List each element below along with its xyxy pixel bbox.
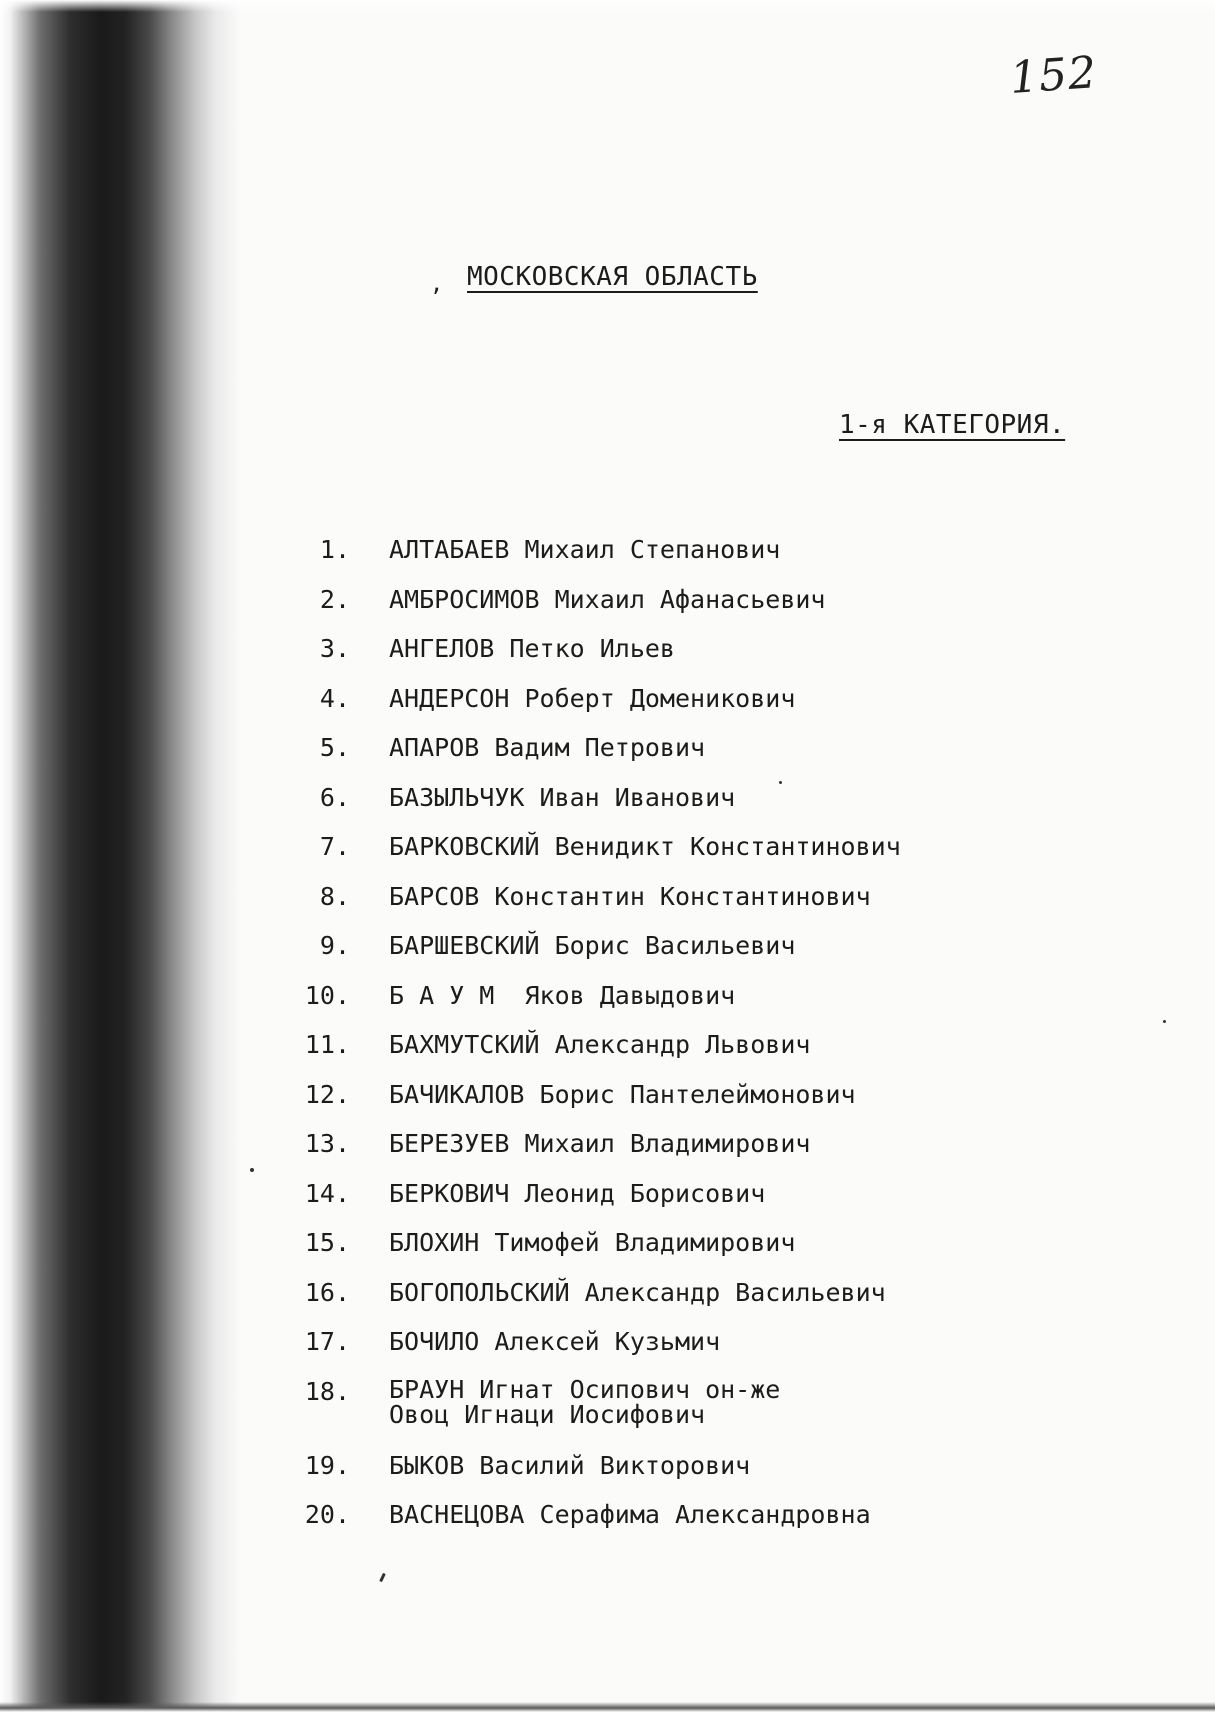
item-name: БАРШЕВСКИЙ Борис Васильевич <box>389 931 796 960</box>
list-item <box>290 634 1170 684</box>
item-name: БЕРЕЗУЕВ Михаил Владимирович <box>389 1129 811 1158</box>
list-item <box>290 1327 1170 1377</box>
item-number: 8. <box>319 881 350 911</box>
item-name: БОЧИЛО Алексей Кузьмич <box>389 1327 721 1356</box>
list-item <box>290 783 1170 833</box>
item-number: 15. <box>304 1228 350 1257</box>
list-item <box>290 1129 1170 1179</box>
item-name: ВАСНЕЦОВА Серафима Александровна <box>389 1500 871 1529</box>
list-item <box>290 981 1170 1031</box>
region-mark: , <box>430 272 444 297</box>
item-name: БОГОПОЛЬСКИЙ Александр Васильевич <box>389 1277 886 1307</box>
list-item <box>290 832 1170 882</box>
item-number: 12. <box>304 1079 350 1109</box>
list-item <box>290 931 1170 981</box>
item-number: 9. <box>319 931 350 960</box>
list-item <box>290 684 1170 734</box>
item-number: 2. <box>319 584 350 614</box>
item-name: АНДЕРСОН Роберт Доменикович <box>389 683 796 713</box>
item-name: БЕРКОВИЧ Леонид Борисович <box>389 1178 766 1208</box>
folio-number: 152 <box>1008 47 1099 104</box>
item-number: 4. <box>319 683 350 713</box>
item-number: 19. <box>304 1450 350 1480</box>
list-item <box>290 535 1170 585</box>
scan-speck <box>250 1168 254 1172</box>
item-number: 20. <box>304 1500 350 1529</box>
item-number: 6. <box>319 782 350 812</box>
item-name: БАЗЫЛЬЧУК Иван Иванович <box>389 782 736 812</box>
item-number: 14. <box>304 1178 350 1208</box>
item-name: БАХМУТСКИЙ Александр Львович <box>389 1030 811 1059</box>
list-item <box>290 1374 1170 1451</box>
item-name: Б А У М Яков Давыдович <box>389 980 736 1010</box>
item-name-alias: Овоц Игнаци Иосифович <box>389 1399 706 1429</box>
list-item <box>290 585 1170 635</box>
list-item <box>290 1451 1170 1501</box>
item-number: 3. <box>319 634 350 663</box>
item-number: 13. <box>304 1129 350 1158</box>
item-name: БАЧИКАЛОВ Борис Пантелеймонович <box>389 1079 856 1109</box>
top-edge <box>0 0 1215 12</box>
list-item <box>290 1080 1170 1130</box>
item-name <box>389 1374 781 1429</box>
item-name: БЫКОВ Василий Викторович <box>389 1450 751 1480</box>
item-number: 10. <box>304 980 350 1010</box>
bottom-edge <box>0 1702 1215 1720</box>
item-number: 5. <box>319 733 350 762</box>
region-title: МОСКОВСКАЯ ОБЛАСТЬ <box>467 262 758 292</box>
item-number: 18. <box>304 1376 350 1406</box>
item-name-line: БРАУН Игнат Осипович он-же <box>389 1374 781 1404</box>
name-list <box>290 535 1170 1550</box>
list-item <box>290 1228 1170 1278</box>
scan-speck <box>1163 1020 1166 1023</box>
item-number: 7. <box>319 832 350 861</box>
list-item <box>290 1030 1170 1080</box>
item-number: 1. <box>319 535 350 564</box>
scan-speck <box>779 781 782 784</box>
item-name: АЛТАБАЕВ Михаил Степанович <box>389 535 781 564</box>
item-name: БАРКОВСКИЙ Венидикт Константинович <box>389 832 901 861</box>
item-number: 17. <box>304 1327 350 1356</box>
item-name: АМБРОСИМОВ Михаил Афанасьевич <box>389 584 826 614</box>
scan-speck <box>379 1573 386 1582</box>
item-name: АПАРОВ Вадим Петрович <box>389 733 706 762</box>
item-number: 11. <box>304 1030 350 1059</box>
list-item <box>290 882 1170 932</box>
item-name: БЛОХИН Тимофей Владимирович <box>389 1228 796 1257</box>
binding-shadow <box>0 0 240 1720</box>
list-item <box>290 1500 1170 1550</box>
category-heading: 1-я КАТЕГОРИЯ. <box>839 410 1066 440</box>
list-item <box>290 1278 1170 1328</box>
item-number: 16. <box>304 1277 350 1307</box>
item-name: АНГЕЛОВ Петко Ильев <box>389 634 675 663</box>
list-item <box>290 733 1170 783</box>
item-name: БАРСОВ Константин Константинович <box>389 881 871 911</box>
list-item <box>290 1179 1170 1229</box>
